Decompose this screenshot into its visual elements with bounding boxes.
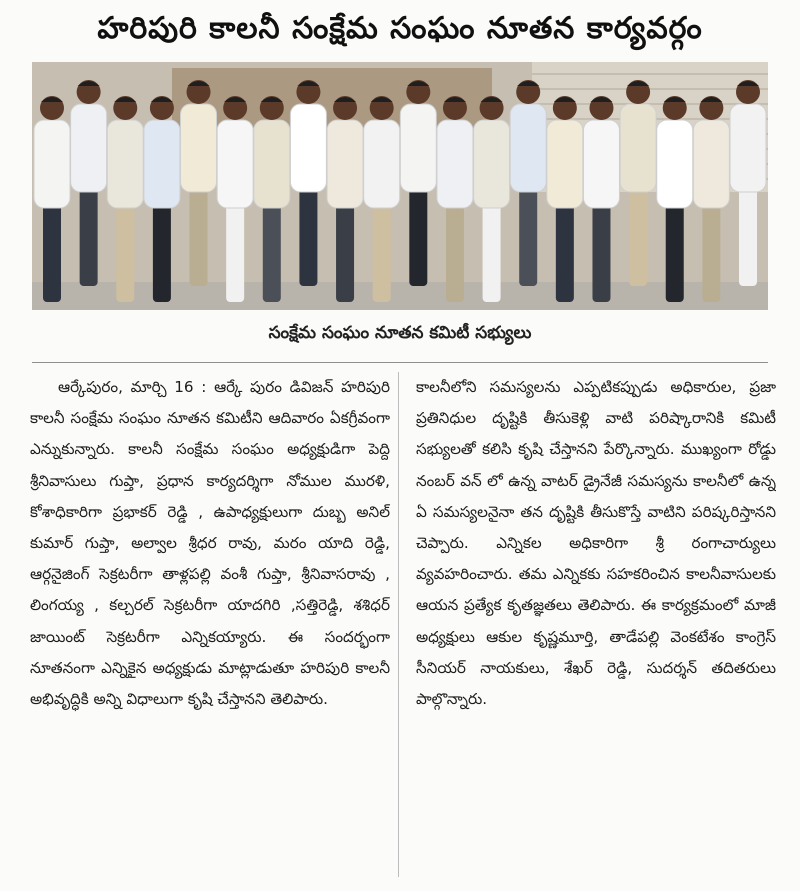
column-divider	[398, 372, 399, 877]
person-torso	[657, 120, 693, 208]
person-legs	[299, 186, 317, 286]
person-torso	[71, 104, 107, 192]
person-torso	[364, 120, 400, 208]
group-photo	[32, 62, 768, 310]
person-legs	[373, 202, 391, 302]
person-legs	[80, 186, 98, 286]
article-paragraph: ఆర్కేపురం, మార్చి 16 : ఆర్కే పురం డివిజన్ హరిపురి కాలనీ సంక్షేమ సంఘం నూతన కమిటీని ఆదివారం ఏకగ్రీవంగా ఎన్నుకున్నారు. కాలనీ సంక్షేమ సంఘం అధ్యక్షుడిగా పెద్ది శ్రీనివాసులు గుప్తా, ప్రధాన కార్యదర్శిగా నోముల మురళి, కోశాధికారిగా ప్రభాకర్ రెడ్డి , ఉపాధ్యక్షులుగా దుబ్బ అనిల్ కుమార్ గుప్తా, అల్వాల శ్రీధర రావు, మరం యాది రెడ్డి, ఆర్గనైజింగ్ సెక్రటరీగా తాళ్లపల్లి వంశీ గుప్తా, శ్రీనివాసరావు , లింగయ్య , కల్చరల్ సెక్రటరీగా యాదగిరి ,సత్తిరెడ్డి, శశిధర్ జాయింట్ సెక్రటరీగా ఎన్నికయ్యారు. ఈ సందర్భంగా నూతనంగా ఎన్నికైన అధ్యక్షుడు మాట్లాడుతూ హరిపురి కాలనీ అభివృద్ధికి అన్ని విధాలుగా కృషి చేస్తానని తెలిపారు.	[30, 378, 390, 709]
person-legs	[519, 186, 537, 286]
person-torso	[547, 120, 583, 208]
person-torso	[181, 104, 217, 192]
person-legs	[446, 202, 464, 302]
person-torso	[620, 104, 656, 192]
person-torso	[327, 120, 363, 208]
person-legs	[483, 202, 501, 302]
person-legs	[43, 202, 61, 302]
person-legs	[263, 202, 281, 302]
article-paragraph: కాలనీలోని సమస్యలను ఎప్పటికప్పుడు అధికారుల, ప్రజా ప్రతినిధుల దృష్టికి తీసుకెళ్లి వాటి పరిష్కారానికి కమిటీ సభ్యులతో కలిసి కృషి చేస్తానని పేర్కొన్నారు. ముఖ్యంగా రోడ్డు నంబర్ వన్ లో ఉన్న వాటర్ డ్రైనేజీ సమస్యను కాలనీలో ఉన్న ఏ సమస్యలనైనా తన దృష్టికి తీసుకొస్తే వాటిని పరిష్కరిస్తానని చెప్పారు. ఎన్నికల అధికారిగా శ్రీ రంగాచార్యులు వ్యవహరించారు. తమ ఎన్నికకు సహకరించిన కాలనీవాసులకు ఆయన ప్రత్యేక కృతజ్ఞతలు తెలిపారు. ఈ కార్యక్రమంలో మాజీ అధ్యక్షులు ఆకుల కృష్ణమూర్తి, తాడేపల్లి వెంకటేశం కాంగ్రెస్ సీనియర్ నాయకులు, శేఖర్ రెడ్డి, సుదర్శన్ తదితరులు పాల్గొన్నారు.	[416, 378, 776, 709]
person-legs	[190, 186, 208, 286]
person-legs	[592, 202, 610, 302]
person-torso	[144, 120, 180, 208]
person-torso	[107, 120, 143, 208]
group-photo-illustration	[32, 62, 768, 310]
person-torso	[693, 120, 729, 208]
person-legs	[739, 186, 757, 286]
person-legs	[409, 186, 427, 286]
article-headline: హరిపురి కాలనీ సంక్షేమ సంఘం నూతన కార్యవర్గం	[97, 11, 703, 46]
person-legs	[226, 202, 244, 302]
person-torso	[34, 120, 70, 208]
photo-floor	[32, 282, 768, 310]
person-torso	[254, 120, 290, 208]
article-column-right	[416, 372, 776, 877]
person-torso	[400, 104, 436, 192]
photo-caption: సంక్షేమ సంఘం నూతన కమిటీ సభ్యులు	[268, 323, 532, 343]
person-legs	[153, 202, 171, 302]
person-legs	[629, 186, 647, 286]
person-torso	[583, 120, 619, 208]
person-legs	[556, 202, 574, 302]
person-torso	[474, 120, 510, 208]
article-column-left	[30, 372, 390, 877]
person-torso	[510, 104, 546, 192]
person-torso	[217, 120, 253, 208]
person-legs	[702, 202, 720, 302]
person-torso	[290, 104, 326, 192]
person-torso	[437, 120, 473, 208]
person-legs	[666, 202, 684, 302]
caption-rule	[32, 362, 768, 363]
person-torso	[730, 104, 766, 192]
person-legs	[116, 202, 134, 302]
person-legs	[336, 202, 354, 302]
